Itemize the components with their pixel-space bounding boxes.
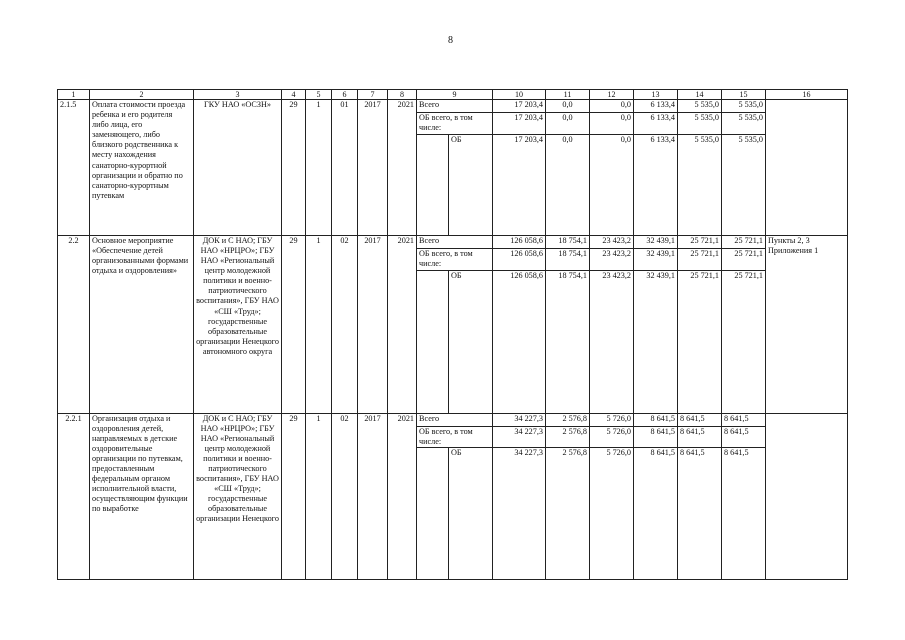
col-header-13: 13 — [634, 90, 678, 100]
value-2017: 0,0 — [546, 100, 590, 113]
value-2020: 5 535,0 — [678, 100, 722, 113]
value-total: 17 203,4 — [493, 113, 546, 135]
section-executor: ДОК и С НАО; ГБУ НАО «НРЦРО»; ГБУ НАО «Региональный центр молодежной политики и военно-патриотического воспитания», ГБУ НАО «СШ «Труд»; государственные образовательные организации Ненецкого — [194, 413, 282, 580]
value-2021: 8 641,5 — [722, 426, 766, 448]
value-total: 17 203,4 — [493, 134, 546, 235]
end-year: 2021 — [388, 100, 417, 236]
value-total: 17 203,4 — [493, 100, 546, 113]
col-header-10: 10 — [493, 90, 546, 100]
funding-label: Всего — [417, 413, 493, 426]
funding-indent — [417, 448, 449, 580]
col-header-2: 2 — [90, 90, 194, 100]
value-2020: 8 641,5 — [678, 426, 722, 448]
value-2018: 23 423,2 — [590, 249, 634, 271]
value-2021: 8 641,5 — [722, 413, 766, 426]
value-2020: 8 641,5 — [678, 448, 722, 580]
value-2019: 8 641,5 — [634, 426, 678, 448]
col6-value: 01 — [332, 100, 358, 236]
value-2020: 5 535,0 — [678, 134, 722, 235]
value-total: 126 058,6 — [493, 235, 546, 248]
funding-indent — [417, 270, 449, 413]
col-header-8: 8 — [388, 90, 417, 100]
section-code: 2.2 — [58, 235, 90, 413]
section-note — [766, 100, 848, 236]
value-2017: 2 576,8 — [546, 413, 590, 426]
end-year: 2021 — [388, 235, 417, 413]
value-2017: 18 754,1 — [546, 270, 590, 413]
section-note — [766, 413, 848, 580]
value-2018: 5 726,0 — [590, 413, 634, 426]
value-2019: 32 439,1 — [634, 270, 678, 413]
value-2020: 5 535,0 — [678, 113, 722, 135]
funding-label: Всего — [417, 235, 493, 248]
value-total: 34 227,3 — [493, 426, 546, 448]
col-header-15: 15 — [722, 90, 766, 100]
value-total: 126 058,6 — [493, 249, 546, 271]
value-2021: 5 535,0 — [722, 113, 766, 135]
col4-value: 29 — [282, 100, 306, 236]
value-2017: 0,0 — [546, 113, 590, 135]
col6-value: 02 — [332, 235, 358, 413]
header-row — [58, 90, 848, 100]
col-header-9: 9 — [417, 90, 493, 100]
col-header-16: 16 — [766, 90, 848, 100]
section-executor: ДОК и С НАО; ГБУ НАО «НРЦРО»; ГБУ НАО «Региональный центр молодежной политики и военно-патриотического воспитания», ГБУ НАО «СШ «Труд»; государственные образовательные организации Ненецкого автономного округа — [194, 235, 282, 413]
section-executor: ГКУ НАО «ОСЗН» — [194, 100, 282, 236]
value-2017: 18 754,1 — [546, 235, 590, 248]
col-header-12: 12 — [590, 90, 634, 100]
funding-label: ОБ всего, в том числе: — [417, 113, 493, 135]
col-header-3: 3 — [194, 90, 282, 100]
value-2019: 6 133,4 — [634, 113, 678, 135]
value-2020: 25 721,1 — [678, 249, 722, 271]
start-year: 2017 — [358, 100, 388, 236]
col4-value: 29 — [282, 413, 306, 580]
section-name: Основное мероприятие «Обеспечение детей организованными формами отдыха и оздоровления» — [90, 235, 194, 413]
col-header-1: 1 — [58, 90, 90, 100]
col5-value: 1 — [306, 235, 332, 413]
value-total: 34 227,3 — [493, 448, 546, 580]
table-row — [58, 235, 848, 248]
funding-label: ОБ всего, в том числе: — [417, 426, 493, 448]
value-2018: 5 726,0 — [590, 448, 634, 580]
value-2017: 2 576,8 — [546, 448, 590, 580]
col-header-6: 6 — [332, 90, 358, 100]
value-2021: 25 721,1 — [722, 235, 766, 248]
value-2020: 8 641,5 — [678, 413, 722, 426]
table-row — [58, 100, 848, 113]
section-name: Оплата стоимости проезда ребенка и его родителя либо лица, его заменяющего, либо близкого родственника к месту нахождения санаторно-курортной организации и обратно по санаторно-курортным путевкам — [90, 100, 194, 236]
end-year: 2021 — [388, 413, 417, 580]
col-header-11: 11 — [546, 90, 590, 100]
value-total: 34 227,3 — [493, 413, 546, 426]
value-2018: 0,0 — [590, 100, 634, 113]
value-2017: 0,0 — [546, 134, 590, 235]
col6-value: 02 — [332, 413, 358, 580]
start-year: 2017 — [358, 413, 388, 580]
value-2019: 8 641,5 — [634, 413, 678, 426]
value-2019: 32 439,1 — [634, 249, 678, 271]
funding-sublabel: ОБ — [449, 270, 493, 413]
col-header-14: 14 — [678, 90, 722, 100]
value-2020: 25 721,1 — [678, 270, 722, 413]
value-2021: 5 535,0 — [722, 134, 766, 235]
value-2018: 23 423,2 — [590, 235, 634, 248]
value-2017: 2 576,8 — [546, 426, 590, 448]
col5-value: 1 — [306, 100, 332, 236]
value-2019: 6 133,4 — [634, 134, 678, 235]
section-code: 2.2.1 — [58, 413, 90, 580]
section-code: 2.1.5 — [58, 100, 90, 236]
value-2018: 23 423,2 — [590, 270, 634, 413]
funding-sublabel: ОБ — [449, 134, 493, 235]
value-2018: 5 726,0 — [590, 426, 634, 448]
col-header-4: 4 — [282, 90, 306, 100]
funding-label: Всего — [417, 100, 493, 113]
col-header-7: 7 — [358, 90, 388, 100]
value-2019: 6 133,4 — [634, 100, 678, 113]
value-2019: 8 641,5 — [634, 448, 678, 580]
value-2020: 25 721,1 — [678, 235, 722, 248]
col4-value: 29 — [282, 235, 306, 413]
value-2019: 32 439,1 — [634, 235, 678, 248]
col5-value: 1 — [306, 413, 332, 580]
program-table — [57, 89, 848, 580]
value-2021: 8 641,5 — [722, 448, 766, 580]
table-row — [58, 413, 848, 426]
funding-sublabel: ОБ — [449, 448, 493, 580]
section-name: Организация отдыха и оздоровления детей, направляемых в детские оздоровительные организации по путевкам, предоставленным федеральным органом исполнительной власти, осуществляющим функции по выработке — [90, 413, 194, 580]
funding-label: ОБ всего, в том числе: — [417, 249, 493, 271]
value-2021: 25 721,1 — [722, 249, 766, 271]
value-2021: 5 535,0 — [722, 100, 766, 113]
col-header-5: 5 — [306, 90, 332, 100]
funding-indent — [417, 134, 449, 235]
page-number: 8 — [448, 35, 453, 46]
value-2018: 0,0 — [590, 134, 634, 235]
section-note: Пункты 2, 3 Приложения 1 — [766, 235, 848, 413]
value-2017: 18 754,1 — [546, 249, 590, 271]
value-2021: 25 721,1 — [722, 270, 766, 413]
value-2018: 0,0 — [590, 113, 634, 135]
value-total: 126 058,6 — [493, 270, 546, 413]
start-year: 2017 — [358, 235, 388, 413]
